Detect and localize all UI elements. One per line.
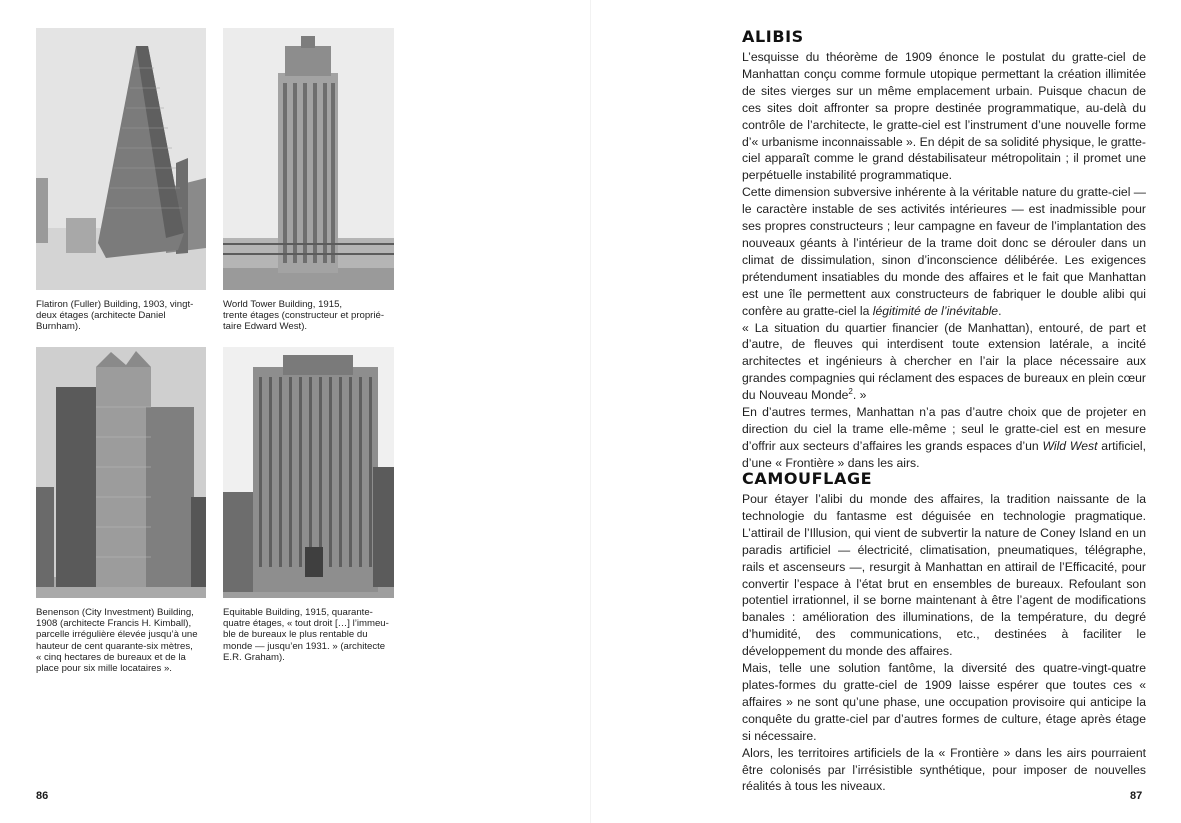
text-run: L’esquisse du théorème de 1909 énonce le postulat du gratte-ciel de Manhattan conçu comme formule utopique permettant la création illimitée de sites vierges sur un même emplacement urbain. Puisque chacun de ces sites doit affronter sa propre destinée programmatique, au-delà du contrôle de l’architecte, le gratte-ciel est l’instrument d’une nouvelle forme d’« urbanisme inconnaissable ». En dépit de sa solidité physique, le gratte-ciel apparaît comme le grand déstabilisateur métropolitain ; il promet une perpétuelle instabilité programmatique. [742, 50, 1146, 183]
text-run: Cette dimension subversive inhérente à la véritable nature du gratte-ciel — le caractère instable de ses activités intérieures — est inadmissible pour ses propres constructeurs ; leur campagne en faveur de l’implantation des nouveaux géants à l’intérieur de la trame doit donc se dérouler dans un climat de dissimulation, sinon d’inconscience délibérée. Les exigences prétendument insatiables du monde des affaires et le fait que Manhattan est une île permettent aux constructeurs de fabriquer le double alibi qui confère au gratte-ciel la [742, 185, 1146, 318]
benenson-caption: Benenson (City Investment) Building, 1908 (architecte Francis H. Kimball), parcelle irrégulière élevée jusqu’à une hauteur de cent quarante-six mètres, « cinq hectares de bureaux et de la place pour six mille locataires ». [36, 607, 198, 675]
equitable-caption: Equitable Building, 1915, quarante- quatre étages, « tout droit […] l’immeu- ble de bureaux le plus rentable du monde — jusqu’en 1931. » (architecte E.R. Graham). [223, 607, 389, 663]
gutter [590, 0, 591, 823]
body-paragraph [742, 404, 1146, 472]
page-number-right: 87 [1130, 790, 1143, 802]
text-run: Alors, les territoires artificiels de la « Frontière » dans les airs pourraient être colonisés par l’irrésistible synthétique, pour imposer de nouvelles réalités à tous les niveaux. [742, 745, 1146, 794]
section-body-camouflage [742, 491, 1146, 795]
text-run: « La situation du quartier financier (de Manhattan), entouré, de part et d’autre, de fleuves qui interdisent toute extension latérale, a incité architectes et ingénieurs à chercher en l’air la place nécessaire aux grandes compagnies qui réclament des espaces de bureaux en plein cœur du Nouveau Monde [742, 320, 1146, 403]
text-run: En d’autres termes, Manhattan n’a pas d’autre choix que de projeter en direction du ciel la trame elle-même ; seul le gratte-ciel est en mesure d’offrir aux secteurs d’affaires les grands espaces d’un [742, 405, 1146, 453]
flatiron-caption: Flatiron (Fuller) Building, 1903, vingt- deux étages (architecte Daniel Burnham). [36, 299, 194, 333]
italic-run: Wild West [1042, 438, 1098, 453]
body-paragraph [742, 660, 1146, 745]
body-paragraph [742, 320, 1146, 405]
flatiron-photo [36, 28, 206, 290]
text-run: . » [852, 388, 867, 403]
italic-run: légitimité de l’inévitable [872, 303, 999, 318]
section-heading-camouflage: CAMOUFLAGE [742, 469, 873, 488]
equitable-photo [223, 347, 394, 598]
section-heading-alibis: ALIBIS [742, 27, 804, 46]
text-run: artificiel, d’une « Frontière » dans les airs. [742, 438, 1146, 470]
world-tower-caption: World Tower Building, 1915, trente étages (constructeur et proprié- taire Edward West). [223, 299, 385, 333]
text-run: Mais, telle une solution fantôme, la diversité des quatre-vingt-quatre plates-formes du gratte-ciel de 1909 laisse espérer que toutes ces « affaires » ne sont qu’une phase, une occupation provisoire qui anticipe la conquête du gratte-ciel par d’autres formes de culture, étage après étage si nécessaire. [742, 661, 1146, 743]
world-tower-photo [223, 28, 394, 290]
footnote-ref: 2 [848, 387, 853, 397]
text-run: . [998, 303, 1002, 318]
benenson-photo [36, 347, 206, 598]
body-paragraph [742, 184, 1146, 319]
page-number-left: 86 [36, 790, 49, 802]
body-paragraph [742, 745, 1146, 796]
text-run: Pour étayer l’alibi du monde des affaires, la tradition naissante de la technologie du fantasme est déguisée en technologie pragmatique. L’attirail de l’Illusion, qui vient de subvertir la nature de Coney Island en un paradis artificiel — électricité, climatisation, pneumatiques, télégraphe, rails et ascenseurs —, resurgit à Manhattan en attirail de l’Efficacité, pour convertir l’espace à l’état brut en ensembles de bureaux. Refoulant son potentiel irrationnel, il se borne maintenant à être l’agent de modifications banales : amélioration des illuminations, de la température, du degré d’humidité, des communications, etc., destinées à faciliter le développement du monde des affaires. [742, 492, 1146, 659]
body-paragraph [742, 49, 1146, 184]
section-body-alibis [742, 49, 1146, 472]
body-paragraph [742, 491, 1146, 660]
